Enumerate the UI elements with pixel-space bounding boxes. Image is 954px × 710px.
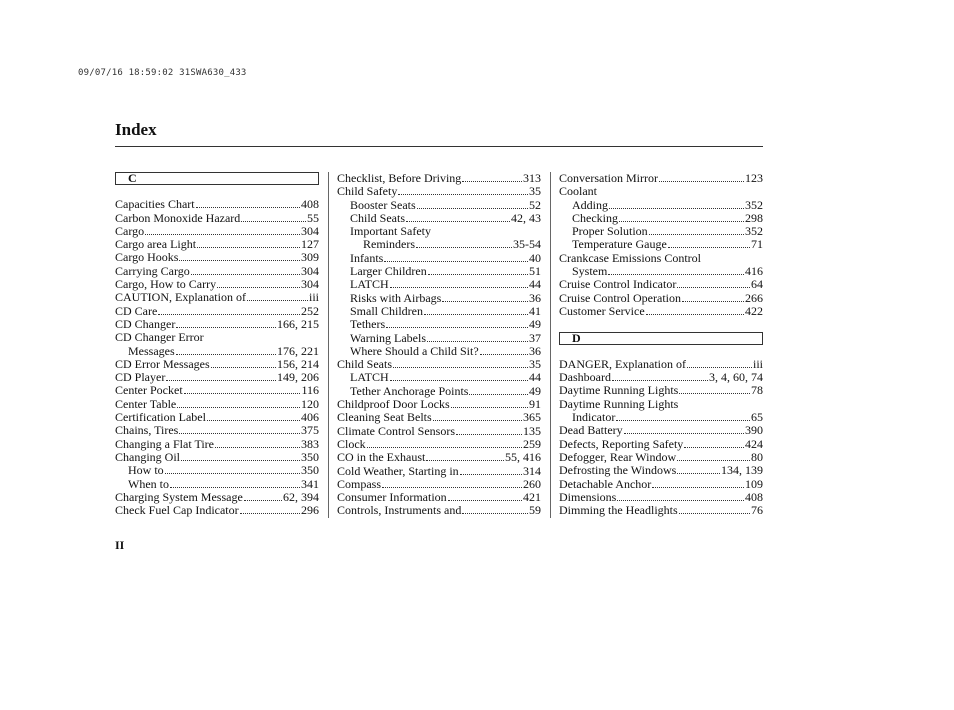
index-entry	[115, 198, 319, 211]
dot-leader	[428, 274, 528, 275]
index-entry	[337, 345, 541, 358]
entry-page-ref: 35-54	[513, 238, 541, 252]
entry-page-ref: 390	[745, 424, 763, 438]
column-divider	[328, 172, 329, 518]
dot-leader	[456, 434, 522, 435]
dot-leader	[184, 393, 301, 394]
dot-leader	[469, 394, 528, 395]
dot-leader	[417, 208, 528, 209]
dot-leader	[624, 433, 744, 434]
section-letter-heading: C	[115, 172, 319, 185]
entry-term: CD Changer Error	[115, 331, 204, 345]
index-entry	[115, 358, 319, 371]
index-entry	[559, 278, 763, 291]
entry-page-ref: 36	[529, 344, 541, 358]
index-entry	[337, 199, 541, 212]
entry-page-ref: 252	[301, 304, 319, 318]
index-entry	[559, 451, 763, 464]
entry-term: Carrying Cargo	[115, 264, 190, 278]
index-entry	[337, 185, 541, 198]
spacer	[115, 185, 319, 198]
index-entry	[559, 398, 763, 411]
entry-page-ref: 44	[529, 371, 541, 385]
print-timestamp: 09/07/16 18:59:02 31SWA630_433	[78, 68, 247, 78]
entry-term: Changing Oil	[115, 450, 180, 464]
entry-page-ref: 260	[523, 477, 541, 491]
entry-page-ref: 59	[529, 504, 541, 518]
index-entry	[559, 305, 763, 318]
entry-page-ref: 421	[523, 491, 541, 505]
index-entry	[115, 291, 319, 304]
index-entry	[559, 172, 763, 185]
entry-term: Dimensions	[559, 490, 617, 504]
entry-term: CO in the Exhaust	[337, 451, 426, 465]
entry-term: Temperature Gauge	[572, 238, 667, 252]
entry-page-ref: 259	[523, 437, 541, 451]
dot-leader	[211, 367, 276, 368]
index-entry	[559, 292, 763, 305]
entry-term: Cargo area Light	[115, 238, 197, 252]
dot-leader	[416, 247, 512, 248]
entry-term: Tethers	[350, 318, 386, 332]
dot-leader	[215, 447, 300, 448]
entry-page-ref: 166, 215	[277, 317, 319, 331]
entry-term: Defrosting the Windows	[559, 464, 677, 478]
entry-term: Clock	[337, 437, 366, 451]
entry-page-ref: 40	[529, 251, 541, 265]
entry-term: LATCH	[350, 278, 389, 292]
index-entry	[115, 438, 319, 451]
index-entry	[115, 424, 319, 437]
dot-leader	[197, 247, 300, 248]
index-entry	[559, 478, 763, 491]
entry-page-ref: 416	[745, 265, 763, 279]
index-entry	[559, 464, 763, 477]
dot-leader	[442, 301, 528, 302]
entry-term: Check Fuel Cap Indicator	[115, 504, 239, 518]
entry-page-ref: 156, 214	[277, 357, 319, 371]
dot-leader	[462, 513, 528, 514]
dot-leader	[386, 327, 528, 328]
index-entry	[337, 252, 541, 265]
dot-leader	[684, 447, 744, 448]
index-entry	[115, 504, 319, 517]
index-entry	[559, 411, 763, 424]
index-entry	[559, 491, 763, 504]
dot-leader	[217, 287, 300, 288]
entry-page-ref: 91	[529, 398, 541, 412]
dot-leader	[390, 380, 528, 381]
dot-leader	[177, 407, 300, 408]
index-entry	[337, 212, 541, 225]
dot-leader	[608, 274, 744, 275]
entry-page-ref: 149, 206	[277, 371, 319, 385]
entry-term: Child Safety	[337, 185, 398, 199]
dot-leader	[176, 354, 276, 355]
entry-term: Carbon Monoxide Hazard	[115, 211, 241, 225]
entry-page-ref: 55, 416	[505, 451, 541, 465]
entry-term: Tether Anchorage Points	[350, 384, 469, 398]
entry-page-ref: 309	[301, 251, 319, 265]
entry-term: Where Should a Child Sit?	[350, 344, 479, 358]
dot-leader	[649, 234, 744, 235]
entry-page-ref: 314	[523, 464, 541, 478]
entry-page-ref: 352	[745, 198, 763, 212]
entry-page-ref: 52	[529, 198, 541, 212]
index-entry	[337, 465, 541, 478]
index-entry	[115, 331, 319, 344]
dot-leader	[679, 513, 750, 514]
entry-term: Larger Children	[350, 265, 427, 279]
entry-page-ref: 35	[529, 358, 541, 372]
index-entry	[337, 318, 541, 331]
entry-term: Cold Weather, Starting in	[337, 464, 459, 478]
index-entry	[337, 478, 541, 491]
index-entry	[559, 238, 763, 251]
entry-page-ref: 266	[745, 291, 763, 305]
entry-page-ref: 127	[301, 238, 319, 252]
index-entry	[337, 504, 541, 517]
index-entry	[559, 199, 763, 212]
index-entry	[559, 185, 763, 198]
entry-term: Coolant	[559, 185, 597, 199]
dot-leader	[247, 300, 308, 301]
index-entry	[115, 451, 319, 464]
entry-page-ref: 116	[301, 384, 319, 398]
entry-page-ref: 51	[529, 265, 541, 279]
dot-leader	[424, 314, 528, 315]
entry-page-ref: 352	[745, 225, 763, 239]
entry-page-ref: 62, 394	[283, 490, 319, 504]
entry-term: Capacities Chart	[115, 198, 195, 212]
entry-term: Certification Label	[115, 411, 206, 425]
index-entry	[337, 292, 541, 305]
entry-term: Center Table	[115, 397, 177, 411]
index-entry	[337, 438, 541, 451]
entry-term: CD Error Messages	[115, 357, 210, 371]
entry-page-ref: 424	[745, 437, 763, 451]
entry-page-ref: 37	[529, 331, 541, 345]
index-entry	[115, 411, 319, 424]
index-entry	[559, 252, 763, 265]
dot-leader	[196, 207, 300, 208]
entry-term: Child Seats	[350, 211, 406, 225]
dot-leader	[677, 473, 720, 474]
index-entry	[337, 278, 541, 291]
entry-term: Daytime Running Lights	[559, 384, 679, 398]
dot-leader	[427, 341, 528, 342]
dot-leader	[619, 221, 744, 222]
index-entry	[115, 305, 319, 318]
dot-leader	[367, 447, 522, 448]
entry-page-ref: 408	[745, 490, 763, 504]
index-entry	[115, 278, 319, 291]
entry-term: Chains, Tires	[115, 424, 179, 438]
entry-term: CD Changer	[115, 317, 176, 331]
page-number: II	[115, 538, 125, 552]
dot-leader	[433, 420, 522, 421]
entry-term: Reminders	[363, 238, 415, 252]
entry-page-ref: iii	[308, 291, 319, 305]
entry-term: Checking	[572, 211, 618, 225]
entry-page-ref: 304	[301, 224, 319, 238]
entry-term: How to	[128, 464, 164, 478]
entry-page-ref: 365	[523, 411, 541, 425]
entry-page-ref: 64	[751, 278, 763, 292]
index-entry	[337, 425, 541, 438]
index-column-1	[115, 172, 319, 517]
dot-leader	[176, 327, 276, 328]
entry-term: Detachable Anchor	[559, 477, 652, 491]
dot-leader	[179, 260, 300, 261]
entry-term: Proper Solution	[572, 225, 648, 239]
index-entry	[559, 225, 763, 238]
entry-term: Child Seats	[337, 358, 393, 372]
index-entry	[337, 332, 541, 345]
entry-term: Customer Service	[559, 304, 645, 318]
entry-term: Infants	[350, 251, 384, 265]
dot-leader	[617, 500, 744, 501]
dot-leader	[448, 500, 522, 501]
entry-page-ref: 36	[529, 291, 541, 305]
entry-term: CD Care	[115, 304, 158, 318]
entry-term: Messages	[128, 344, 175, 358]
index-entry	[115, 225, 319, 238]
index-entry	[337, 305, 541, 318]
entry-page-ref: 55	[307, 211, 319, 225]
entry-term: Cruise Control Indicator	[559, 278, 677, 292]
entry-term: Defogger, Rear Window	[559, 450, 677, 464]
entry-term: Warning Labels	[350, 331, 427, 345]
index-entry	[559, 371, 763, 384]
index-entry	[559, 265, 763, 278]
index-entry	[337, 265, 541, 278]
entry-term: Risks with Airbags	[350, 291, 442, 305]
dot-leader	[165, 473, 300, 474]
entry-term: Indicator	[572, 411, 616, 425]
entry-term: Small Children	[350, 304, 423, 318]
entry-term: Changing a Flat Tire	[115, 437, 215, 451]
dot-leader	[382, 487, 522, 488]
page-title: Index	[115, 120, 157, 139]
entry-page-ref: 3, 4, 60, 74	[709, 371, 763, 385]
index-entry	[337, 411, 541, 424]
entry-term: Climate Control Sensors	[337, 424, 455, 438]
entry-page-ref: 65	[751, 411, 763, 425]
entry-page-ref: 109	[745, 477, 763, 491]
index-entry	[115, 384, 319, 397]
entry-term: LATCH	[350, 371, 389, 385]
section-letter-heading: D	[559, 332, 763, 345]
entry-term: Checklist, Before Driving	[337, 172, 462, 185]
index-entry	[115, 371, 319, 384]
dot-leader	[460, 474, 522, 475]
entry-page-ref: 350	[301, 450, 319, 464]
dot-leader	[679, 393, 750, 394]
entry-page-ref: iii	[752, 357, 763, 371]
dot-leader	[191, 274, 300, 275]
dot-leader	[181, 460, 300, 461]
entry-page-ref: 350	[301, 464, 319, 478]
entry-term: Dead Battery	[559, 424, 623, 438]
entry-term: Cargo	[115, 224, 145, 238]
entry-page-ref: 49	[529, 384, 541, 398]
index-entry	[115, 265, 319, 278]
entry-page-ref: 76	[751, 504, 763, 518]
dot-leader	[462, 181, 522, 182]
entry-term: Controls, Instruments and	[337, 504, 462, 518]
dot-leader	[240, 513, 300, 514]
entry-term: Dimming the Headlights	[559, 504, 678, 518]
entry-term: DANGER, Explanation of	[559, 357, 686, 371]
entry-page-ref: 298	[745, 211, 763, 225]
entry-page-ref: 313	[523, 172, 541, 185]
dot-leader	[426, 460, 504, 461]
dot-leader	[384, 261, 528, 262]
dot-leader	[616, 420, 750, 421]
entry-page-ref: 49	[529, 318, 541, 332]
dot-leader	[166, 380, 276, 381]
spacer	[559, 345, 763, 358]
dot-leader	[145, 234, 300, 235]
entry-page-ref: 44	[529, 278, 541, 292]
dot-leader	[406, 221, 510, 222]
index-entry	[559, 504, 763, 517]
entry-page-ref: 406	[301, 411, 319, 425]
entry-term: Daytime Running Lights	[559, 397, 679, 411]
title-rule	[115, 146, 763, 147]
entry-term: Cargo, How to Carry	[115, 278, 217, 292]
index-entry	[337, 385, 541, 398]
dot-leader	[158, 314, 300, 315]
entry-page-ref: 296	[301, 504, 319, 518]
entry-page-ref: 135	[523, 424, 541, 438]
entry-term: Cleaning Seat Belts	[337, 411, 432, 425]
dot-leader	[609, 208, 744, 209]
entry-term: Conversation Mirror	[559, 172, 658, 185]
index-entry	[559, 438, 763, 451]
index-entry	[115, 464, 319, 477]
dot-leader	[170, 487, 300, 488]
entry-page-ref: 304	[301, 278, 319, 292]
entry-page-ref: 123	[745, 172, 763, 185]
index-entry	[337, 451, 541, 464]
entry-term: CD Player	[115, 371, 166, 385]
entry-term: When to	[128, 477, 169, 491]
dot-leader	[612, 380, 708, 381]
entry-term: Cruise Control Operation	[559, 291, 681, 305]
entry-page-ref: 41	[529, 304, 541, 318]
dot-leader	[451, 407, 528, 408]
entry-term: Consumer Information	[337, 491, 447, 505]
dot-leader	[393, 367, 528, 368]
entry-page-ref: 375	[301, 424, 319, 438]
entry-page-ref: 35	[529, 185, 541, 199]
dot-leader	[241, 221, 306, 222]
index-entry	[337, 398, 541, 411]
entry-term: Crankcase Emissions Control	[559, 251, 701, 265]
index-entry	[337, 225, 541, 238]
dot-leader	[682, 301, 744, 302]
entry-term: Booster Seats	[350, 198, 416, 212]
entry-page-ref: 304	[301, 264, 319, 278]
index-entry	[559, 424, 763, 437]
entry-term: CAUTION, Explanation of	[115, 291, 246, 305]
entry-page-ref: 42, 43	[511, 211, 541, 225]
entry-page-ref: 176, 221	[277, 344, 319, 358]
entry-page-ref: 408	[301, 198, 319, 212]
index-entry	[559, 212, 763, 225]
entry-page-ref: 78	[751, 384, 763, 398]
spacer	[559, 318, 763, 331]
dot-leader	[398, 194, 528, 195]
index-entry	[115, 478, 319, 491]
entry-term: Adding	[572, 198, 608, 212]
index-entry	[115, 251, 319, 264]
index-entry	[337, 371, 541, 384]
dot-leader	[646, 314, 744, 315]
index-entry	[337, 238, 541, 251]
entry-page-ref: 383	[301, 437, 319, 451]
dot-leader	[659, 181, 744, 182]
dot-leader	[677, 287, 750, 288]
index-entry	[559, 384, 763, 397]
index-entry	[337, 172, 541, 185]
index-entry	[115, 491, 319, 504]
dot-leader	[207, 420, 300, 421]
index-column-3	[559, 172, 763, 517]
index-entry	[559, 358, 763, 371]
entry-term: Compass	[337, 477, 382, 491]
entry-term: Cargo Hooks	[115, 251, 179, 265]
entry-page-ref: 120	[301, 397, 319, 411]
entry-term: Center Pocket	[115, 384, 183, 398]
column-divider	[550, 172, 551, 518]
dot-leader	[677, 460, 750, 461]
dot-leader	[179, 433, 300, 434]
entry-page-ref: 71	[751, 238, 763, 252]
index-entry	[115, 398, 319, 411]
index-entry	[115, 318, 319, 331]
dot-leader	[244, 500, 282, 501]
dot-leader	[668, 247, 750, 248]
entry-term: Childproof Door Locks	[337, 398, 450, 412]
entry-term: Charging System Message	[115, 490, 243, 504]
dot-leader	[390, 287, 528, 288]
index-entry	[337, 358, 541, 371]
entry-page-ref: 80	[751, 450, 763, 464]
index-entry	[337, 491, 541, 504]
entry-page-ref: 341	[301, 477, 319, 491]
index-entry	[115, 345, 319, 358]
index-entry	[115, 212, 319, 225]
entry-page-ref: 134, 139	[721, 464, 763, 478]
entry-term: Important Safety	[350, 225, 431, 239]
index-column-2	[337, 172, 541, 518]
index-entry	[115, 238, 319, 251]
entry-term: Dashboard	[559, 371, 611, 385]
dot-leader	[480, 354, 528, 355]
entry-term: System	[572, 265, 608, 279]
entry-term: Defects, Reporting Safety	[559, 437, 684, 451]
dot-leader	[687, 367, 752, 368]
entry-page-ref: 422	[745, 304, 763, 318]
dot-leader	[652, 487, 744, 488]
